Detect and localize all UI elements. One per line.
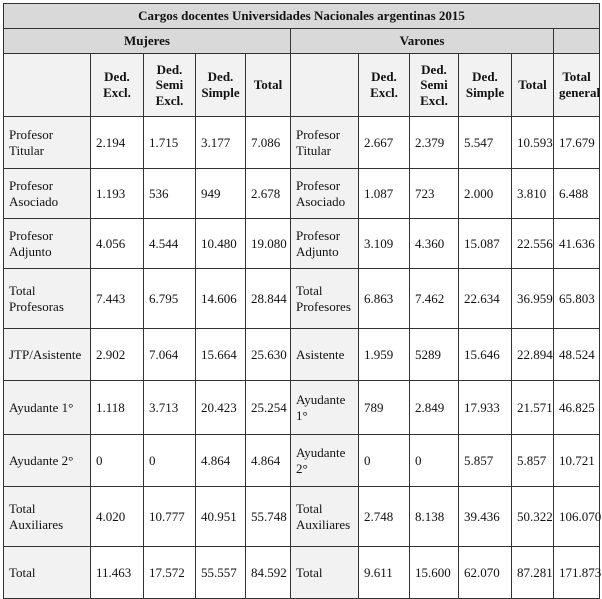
varones-simple-cell: 2.000	[459, 169, 512, 219]
table-row	[4, 329, 600, 381]
header-total: Total	[512, 54, 554, 117]
varones-total-cell: 21.571	[512, 381, 554, 435]
varones-semi-excl-cell: 7.462	[410, 269, 459, 329]
header-blank-mujeres	[4, 54, 91, 117]
varones-semi-excl-cell: 15.600	[410, 547, 459, 599]
mujeres-excl-cell: 1.193	[91, 169, 144, 219]
total-general-cell: 171.873	[554, 547, 600, 599]
mujeres-excl-cell: 2.194	[91, 117, 144, 169]
varones-excl-cell: 0	[359, 435, 410, 487]
mujeres-semi-excl-cell: 4.544	[144, 219, 196, 269]
group-header-mujeres: Mujeres	[4, 29, 291, 54]
mujeres-total-cell: 4.864	[246, 435, 291, 487]
varones-excl-cell: 1.087	[359, 169, 410, 219]
row-label-varones: Ayudante 2°	[291, 435, 359, 487]
table-row	[4, 169, 600, 219]
mujeres-simple-cell: 20.423	[196, 381, 246, 435]
varones-total-cell: 22.556	[512, 219, 554, 269]
header-total-general: Total general	[554, 54, 600, 117]
total-general-cell: 65.803	[554, 269, 600, 329]
header-blank-varones	[291, 54, 359, 117]
varones-total-cell: 3.810	[512, 169, 554, 219]
row-label-mujeres: Total	[4, 547, 91, 599]
table-row	[4, 117, 600, 169]
mujeres-semi-excl-cell: 17.572	[144, 547, 196, 599]
header-ded-excl: Ded. Excl.	[359, 54, 410, 117]
mujeres-total-cell: 19.080	[246, 219, 291, 269]
row-label-mujeres: Profesor Adjunto	[4, 219, 91, 269]
mujeres-simple-cell: 40.951	[196, 487, 246, 547]
varones-total-cell: 22.894	[512, 329, 554, 381]
varones-excl-cell: 9.611	[359, 547, 410, 599]
total-general-cell: 6.488	[554, 169, 600, 219]
table-title: Cargos docentes Universidades Nacionales argentinas 2015	[4, 4, 600, 29]
row-label-varones: Total	[291, 547, 359, 599]
row-label-mujeres: Ayudante 1°	[4, 381, 91, 435]
group-header-blank	[554, 29, 600, 54]
varones-semi-excl-cell: 4.360	[410, 219, 459, 269]
table-row	[4, 487, 600, 547]
cargos-docentes-table	[3, 3, 600, 599]
row-label-varones: Profesor Titular	[291, 117, 359, 169]
row-label-varones: Total Auxiliares	[291, 487, 359, 547]
row-label-mujeres: Profesor Titular	[4, 117, 91, 169]
total-general-cell: 106.070	[554, 487, 600, 547]
mujeres-simple-cell: 4.864	[196, 435, 246, 487]
row-label-mujeres: Total Auxiliares	[4, 487, 91, 547]
table-row	[4, 381, 600, 435]
header-ded-simple: Ded. Simple	[196, 54, 246, 117]
row-label-varones: Profesor Adjunto	[291, 219, 359, 269]
mujeres-excl-cell: 0	[91, 435, 144, 487]
varones-semi-excl-cell: 2.849	[410, 381, 459, 435]
header-ded-semi-excl: Ded. Semi Excl.	[410, 54, 459, 117]
row-label-varones: Ayudante 1°	[291, 381, 359, 435]
mujeres-simple-cell: 15.664	[196, 329, 246, 381]
varones-semi-excl-cell: 723	[410, 169, 459, 219]
mujeres-excl-cell: 7.443	[91, 269, 144, 329]
mujeres-semi-excl-cell: 0	[144, 435, 196, 487]
row-label-varones: Total Profesores	[291, 269, 359, 329]
row-label-mujeres: Ayudante 2°	[4, 435, 91, 487]
header-ded-semi-excl: Ded. Semi Excl.	[144, 54, 196, 117]
varones-simple-cell: 22.634	[459, 269, 512, 329]
varones-excl-cell: 789	[359, 381, 410, 435]
mujeres-excl-cell: 1.118	[91, 381, 144, 435]
varones-total-cell: 10.593	[512, 117, 554, 169]
table-row	[4, 435, 600, 487]
mujeres-excl-cell: 4.020	[91, 487, 144, 547]
varones-semi-excl-cell: 0	[410, 435, 459, 487]
varones-semi-excl-cell: 8.138	[410, 487, 459, 547]
table-row	[4, 219, 600, 269]
varones-semi-excl-cell: 2.379	[410, 117, 459, 169]
total-general-cell: 41.636	[554, 219, 600, 269]
mujeres-semi-excl-cell: 3.713	[144, 381, 196, 435]
varones-simple-cell: 5.547	[459, 117, 512, 169]
mujeres-semi-excl-cell: 6.795	[144, 269, 196, 329]
row-label-varones: Asistente	[291, 329, 359, 381]
row-label-varones: Profesor Asociado	[291, 169, 359, 219]
total-general-cell: 46.825	[554, 381, 600, 435]
varones-semi-excl-cell: 5289	[410, 329, 459, 381]
row-label-mujeres: Total Profesoras	[4, 269, 91, 329]
varones-simple-cell: 5.857	[459, 435, 512, 487]
mujeres-total-cell: 7.086	[246, 117, 291, 169]
varones-simple-cell: 39.436	[459, 487, 512, 547]
varones-total-cell: 36.959	[512, 269, 554, 329]
mujeres-simple-cell: 949	[196, 169, 246, 219]
varones-total-cell: 87.281	[512, 547, 554, 599]
varones-simple-cell: 15.087	[459, 219, 512, 269]
row-label-mujeres: Profesor Asociado	[4, 169, 91, 219]
varones-excl-cell: 2.748	[359, 487, 410, 547]
mujeres-simple-cell: 10.480	[196, 219, 246, 269]
total-general-cell: 48.524	[554, 329, 600, 381]
varones-simple-cell: 62.070	[459, 547, 512, 599]
header-total: Total	[246, 54, 291, 117]
mujeres-semi-excl-cell: 10.777	[144, 487, 196, 547]
mujeres-excl-cell: 4.056	[91, 219, 144, 269]
mujeres-semi-excl-cell: 536	[144, 169, 196, 219]
row-label-mujeres: JTP/Asistente	[4, 329, 91, 381]
mujeres-total-cell: 55.748	[246, 487, 291, 547]
mujeres-semi-excl-cell: 7.064	[144, 329, 196, 381]
group-header-varones: Varones	[291, 29, 554, 54]
mujeres-total-cell: 2.678	[246, 169, 291, 219]
varones-simple-cell: 15.646	[459, 329, 512, 381]
varones-excl-cell: 6.863	[359, 269, 410, 329]
total-general-cell: 10.721	[554, 435, 600, 487]
varones-excl-cell: 2.667	[359, 117, 410, 169]
mujeres-excl-cell: 2.902	[91, 329, 144, 381]
varones-total-cell: 5.857	[512, 435, 554, 487]
mujeres-excl-cell: 11.463	[91, 547, 144, 599]
mujeres-simple-cell: 55.557	[196, 547, 246, 599]
total-general-cell: 17.679	[554, 117, 600, 169]
mujeres-total-cell: 25.630	[246, 329, 291, 381]
mujeres-total-cell: 28.844	[246, 269, 291, 329]
varones-excl-cell: 3.109	[359, 219, 410, 269]
header-ded-simple: Ded. Simple	[459, 54, 512, 117]
mujeres-simple-cell: 14.606	[196, 269, 246, 329]
varones-total-cell: 50.322	[512, 487, 554, 547]
table-row	[4, 269, 600, 329]
mujeres-total-cell: 25.254	[246, 381, 291, 435]
mujeres-total-cell: 84.592	[246, 547, 291, 599]
mujeres-simple-cell: 3.177	[196, 117, 246, 169]
header-ded-excl: Ded. Excl.	[91, 54, 144, 117]
varones-excl-cell: 1.959	[359, 329, 410, 381]
mujeres-semi-excl-cell: 1.715	[144, 117, 196, 169]
varones-simple-cell: 17.933	[459, 381, 512, 435]
